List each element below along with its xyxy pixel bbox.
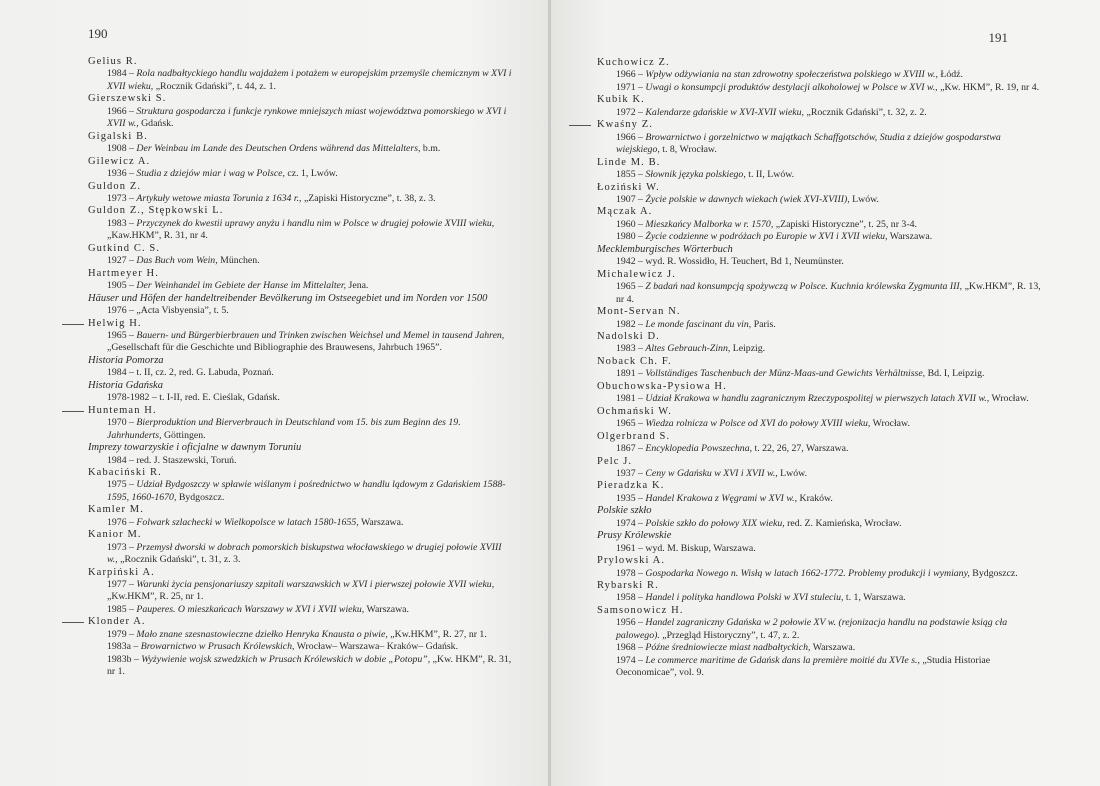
entry-year: 1905 bbox=[107, 280, 127, 292]
bibliography-entry bbox=[88, 181, 513, 206]
entry-item: 1905 – Der Weinhandel im Gebiete der Hanse im Mittelalter, Jena. bbox=[107, 280, 369, 292]
entry-year: 1966 bbox=[616, 69, 636, 81]
bibliography-entry bbox=[88, 268, 513, 293]
entry-year: 1976 bbox=[107, 516, 127, 528]
entry-title: Le monde fascinant du vin, bbox=[645, 318, 752, 330]
entry-year: 1979 bbox=[107, 628, 127, 640]
entry-year: 1982 bbox=[616, 318, 636, 330]
entry-publication: Łódź. bbox=[937, 69, 963, 81]
entry-item: 1984 – red. J. Staszewski, Toruń. bbox=[107, 454, 237, 466]
entry-title: Wiedza rolnicza w Polsce od XVI do połowy XVIII wieku, bbox=[645, 418, 871, 430]
entry-title: Udział Krakowa w handlu zagranicznym Rzeczypospolitej w pierwszych latach XVII w., bbox=[645, 393, 990, 405]
entry-publication: Kraków. bbox=[797, 492, 833, 504]
entry-item: 1976 – Folwark szlachecki w Wielkopolsce w latach 1580-1655, Warszawa. bbox=[107, 516, 404, 528]
entry-title: Warunki życia pensjonariuszy szpitali warszawskich w XVI i pierwszej połowie XVII wieku, bbox=[136, 579, 495, 591]
entry-title: Studia z dziejów miar i wag w Polsce, bbox=[136, 168, 285, 180]
entry-title: Przyczynek do kwestii uprawy anyżu i handlu nim w Polsce w drugiej połowie XVIII wieku, bbox=[136, 217, 495, 229]
bibliography-entry bbox=[597, 530, 1041, 555]
entry-title: Le commerce maritime de Gdańsk dans la première moitié du XVIe s., bbox=[645, 654, 920, 666]
entry-item: 1891 – Vollständiges Taschenbuch der Münz-Maas-und Gewichts Verhältnisse, Bd. I, Leipzig. bbox=[616, 368, 985, 380]
entry-publication: Göttingen. bbox=[161, 429, 206, 441]
entry-item: 1983a – Browarnictwo w Prusach Królewskich, Wrocław– Warszawa– Kraków– Gdańsk. bbox=[107, 641, 459, 653]
entry-year: 1978-1982 bbox=[107, 392, 150, 404]
entry-publication: „Kw.HKM”, R. 25, nr 1. bbox=[107, 591, 204, 603]
bibliography-entry bbox=[88, 442, 513, 467]
entry-publication: „Zapiski Historyczne”, t. 38, z. 3. bbox=[301, 192, 436, 204]
bibliography-entry bbox=[597, 480, 1041, 505]
entry-year: 1966 bbox=[616, 131, 636, 143]
entry-item: 1937 – Ceny w Gdańsku w XVI i XVII w., Lwów. bbox=[616, 467, 808, 479]
page-number: 191 bbox=[988, 30, 1008, 45]
entry-author: Kubik K. bbox=[597, 94, 645, 106]
entry-title: Browarnictwo i gorzelnictwo w majątkach Schaffgotschów, Studia z dziejów gospodarstwa wiejskiego, bbox=[616, 131, 1001, 156]
entry-title: Folwark szlachecki w Wielkopolsce w latach 1580-1655, bbox=[136, 516, 359, 528]
entry-year: 1965 bbox=[107, 329, 127, 341]
entry-title: Artykuły wetowe miasta Torunia z 1634 r., bbox=[136, 192, 302, 204]
entry-year: 1978 bbox=[616, 567, 636, 579]
entry-publication: Bydgoszcz. bbox=[176, 491, 225, 503]
entry-year: 1936 bbox=[107, 168, 127, 180]
bibliography-entry bbox=[597, 157, 1041, 182]
left-page bbox=[0, 0, 549, 786]
bibliography-entry bbox=[88, 156, 513, 181]
entry-title: Z badań nad konsumpcją spożywczą w Polsce. Kuchnia królewska Zygmunta III, bbox=[645, 281, 963, 293]
entry-year: 1981 bbox=[616, 393, 636, 405]
entry-title: Rola nadbałtyckiego handlu wajdażem i potażem w europejskim przemyśle chemicznym w XVI i XVII wieku, bbox=[107, 68, 512, 92]
entry-title: Pauperes. O mieszkańcach Warszawy w XVI i XVII wieku, bbox=[136, 603, 365, 615]
entry-author: Prylowski A. bbox=[597, 555, 666, 567]
entry-item: 1975 – Udział Bydgoszczy w spławie wiślanym i pośrednictwo w handlu lądowym z Gdańskiem 1588-1595, 1660-1670, Bydgoszcz. bbox=[107, 479, 506, 503]
bibliography-entry bbox=[597, 381, 1041, 406]
entry-item: 1973 – Artykuły wetowe miasta Torunia z 1634 r., „Zapiski Historyczne”, t. 38, z. 3. bbox=[107, 192, 436, 204]
entry-item: 1908 – Der Weinbau im Lande des Deutschen Ordens während das Mittelalters, b.m. bbox=[107, 143, 441, 155]
entry-publication: t. 22, 26, 27, Warszawa. bbox=[752, 443, 849, 455]
page-number: 190 bbox=[88, 26, 108, 41]
entry-item: 1982 – Le monde fascinant du vin, Paris. bbox=[616, 318, 776, 330]
entry-item: 1971 – Uwagi o konsumpcji produktów destylacji alkoholowej w Polsce w XVI w., „Kw. HKM”, R. 19, nr 4. bbox=[616, 81, 1040, 93]
entry-publication: „Rocznik Gdański”, t. 44, z. 1. bbox=[153, 80, 276, 92]
entry-title: Uwagi o konsumpcji produktów destylacji alkoholowej w Polsce w XVI w., bbox=[645, 81, 938, 93]
entry-title: Der Weinbau im Lande des Deutschen Ordens während das Mittelalters, bbox=[136, 143, 421, 155]
entry-author: Nadolski D. bbox=[597, 330, 660, 342]
entry-title: Ceny w Gdańsku w XVI i XVII w., bbox=[645, 467, 778, 479]
entry-year: 1984 bbox=[107, 68, 127, 80]
entry-year: 1975 bbox=[107, 479, 127, 491]
entry-author: Guldon Z. bbox=[88, 180, 142, 192]
entry-item: 1978-1982 – t. I-II, red. E. Cieślak, Gdańsk. bbox=[107, 392, 280, 404]
entry-publication: „Studia Historiae Oeconomicae”, vol. 9. bbox=[616, 654, 991, 679]
entry-item: 1907 – Życie polskie w dawnych wiekach (wiek XVI-XVIII), Lwów. bbox=[616, 193, 879, 205]
entry-publication: „Rocznik Gdański”, t. 31, z. 3. bbox=[117, 554, 241, 566]
bibliography-entry bbox=[88, 567, 513, 617]
entry-year: 1973 bbox=[107, 192, 127, 204]
bibliography-entry bbox=[597, 406, 1041, 431]
entry-publication: „Kw. HKM”, R. 31, nr 1. bbox=[107, 653, 512, 678]
entry-author: Mączak A. bbox=[597, 206, 653, 218]
entry-publication: „Przegląd Historyczny”, t. 47, z. 2. bbox=[659, 629, 800, 641]
entry-publication: „Kw.HKM”, R. 27, nr 1. bbox=[387, 628, 487, 640]
bibliography-entry bbox=[597, 206, 1041, 243]
entry-author: Karpiński A. bbox=[88, 566, 155, 578]
bibliography-entry bbox=[597, 306, 1041, 331]
entry-publication: t. 8, Wrocław. bbox=[659, 144, 717, 156]
entry-author: Gilewicz A. bbox=[88, 155, 151, 167]
entry-year: 1956 bbox=[616, 617, 636, 629]
entry-year: 1958 bbox=[616, 592, 636, 604]
entry-item: 1972 – Kalendarze gdańskie w XVI-XVII wieku, „Rocznik Gdański”, t. 32, z. 2. bbox=[616, 106, 927, 118]
entry-year: 1972 bbox=[616, 106, 636, 118]
entry-item: 1984 – Rola nadbałtyckiego handlu wajdażem i potażem w europejskim przemyśle chemicznym w XVI i XVII wieku, „Rocznik Gdański”, t. 44, z. 1. bbox=[107, 68, 512, 92]
entry-year: 1983 bbox=[107, 217, 127, 229]
entry-year: 1973 bbox=[107, 541, 127, 553]
entry-author: Kamler M. bbox=[88, 504, 144, 516]
entry-publication: Warszawa. bbox=[364, 603, 409, 615]
entry-author: Samsonowicz H. bbox=[597, 604, 684, 616]
bibliography-entry bbox=[88, 56, 513, 93]
entry-title: Życie polskie w dawnych wiekach (wiek XVI-XVIII), bbox=[645, 193, 850, 205]
entry-title: Bauern- und Bürgerbierbrauen und Trinken zwischen Weichsel und Memel in tausend Jahren, bbox=[136, 329, 505, 341]
entry-author: Olgerbrand S. bbox=[597, 430, 671, 442]
entry-title: Życie codzienne w podróżach po Europie w XVI i XVII wieku, bbox=[645, 231, 888, 243]
bibliography-entry bbox=[597, 119, 1041, 156]
entry-publication: „Gesellschaft für die Geschichte und Bibliographie des Brauwesens, Jahrbuch 1965”. bbox=[107, 342, 442, 354]
entry-year: 1974 bbox=[616, 654, 636, 666]
bibliography-entry bbox=[88, 318, 513, 355]
entry-author: Obuchowska-Pysiowa H. bbox=[597, 380, 727, 392]
entry-item: 1983b – Wyżywienie wojsk szwedzkich w Prusach Królewskich w dobie „Potopu”, „Kw. HKM”, R. 31, nr 1. bbox=[107, 653, 512, 678]
bibliography-entry bbox=[88, 405, 513, 442]
entry-year: 1867 bbox=[616, 443, 636, 455]
entry-heading: Historia Gdańska bbox=[88, 379, 163, 391]
bibliography-list bbox=[88, 56, 513, 679]
entry-publication: Wrocław. bbox=[870, 418, 910, 430]
entry-author: Klonder A. bbox=[88, 616, 146, 628]
entry-item: 1966 – Wpływ odżywiania na stan zdrowotny społeczeństwa polskiego w XVIII w., Łódź. bbox=[616, 69, 963, 81]
entry-publication: „Kw. HKM”, R. 19, nr 4. bbox=[937, 81, 1040, 93]
entry-title: Polskie szkło do połowy XIX wieku, bbox=[645, 517, 785, 529]
margin-mark bbox=[62, 324, 84, 325]
entry-author: Kuchowicz Z. bbox=[597, 57, 670, 68]
entry-year: 1974 bbox=[616, 517, 636, 529]
entry-year: 1935 bbox=[616, 492, 636, 504]
margin-mark bbox=[569, 125, 591, 126]
entry-publication: b.m. bbox=[420, 143, 441, 155]
entry-author: Hunteman H. bbox=[88, 404, 157, 416]
entry-title: Wpływ odżywiania na stan zdrowotny społeczeństwa polskiego w XVIII w., bbox=[645, 69, 938, 81]
bibliography-entry bbox=[597, 605, 1041, 680]
entry-year: 1891 bbox=[616, 368, 636, 380]
entry-author: Kanior M. bbox=[88, 529, 142, 541]
entry-title: Struktura gospodarcza i funkcje rynkowe mniejszych miast województwa pomorskiego w XVI i XVII w., bbox=[107, 105, 507, 130]
entry-publication: Warszawa. bbox=[810, 642, 856, 654]
entry-year: 1983a bbox=[107, 641, 131, 653]
entry-author: Michalewicz J. bbox=[597, 268, 676, 280]
entry-author: Gierszewski S. bbox=[88, 93, 167, 105]
entry-author: Linde M. B. bbox=[597, 156, 661, 168]
entry-year: 1927 bbox=[107, 255, 127, 267]
entry-item: 1985 – Pauperes. O mieszkańcach Warszawy w XVI i XVII wieku, Warszawa. bbox=[107, 603, 409, 615]
entry-year: 1968 bbox=[616, 642, 636, 654]
entry-author: Kabaciński R. bbox=[88, 466, 162, 478]
bibliography-entry bbox=[88, 529, 513, 566]
entry-item: 1965 – Z badań nad konsumpcją spożywczą w Polsce. Kuchnia królewska Zygmunta III, „Kw.HKM”, R. 13, nr 4. bbox=[616, 281, 1041, 305]
entry-year: 1985 bbox=[107, 603, 127, 615]
right-page bbox=[551, 0, 1100, 786]
entry-publication: „Kw.HKM”, R. 13, nr 4. bbox=[616, 281, 1041, 305]
entry-year: 1984 bbox=[107, 367, 127, 379]
margin-mark bbox=[62, 622, 84, 623]
entry-publication: „Zapiski Historyczne”, t. 25, nr 3-4. bbox=[773, 218, 917, 230]
bibliography-entry bbox=[88, 131, 513, 156]
margin-mark bbox=[62, 411, 84, 412]
entry-item: 1961 – wyd. M. Biskup, Warszawa. bbox=[616, 542, 756, 554]
entry-author: Pieradzka K. bbox=[597, 480, 665, 492]
entry-title: Browarnictwo w Prusach Królewskich, bbox=[140, 641, 295, 653]
entry-publication: Warszawa. bbox=[358, 516, 404, 528]
entry-publication: Lwów. bbox=[849, 193, 879, 205]
bibliography-entry bbox=[88, 293, 513, 318]
entry-item: 1981 – Udział Krakowa w handlu zagranicznym Rzeczypospolitej w pierwszych latach XVII w., Wrocław. bbox=[616, 393, 1029, 405]
entry-item: 1935 – Handel Krakowa z Węgrami w XVI w., Kraków. bbox=[616, 492, 833, 504]
bibliography-entry bbox=[597, 244, 1041, 269]
entry-author: Ochmański W. bbox=[597, 405, 673, 417]
entry-publication: „Rocznik Gdański”, t. 32, z. 2. bbox=[804, 106, 927, 118]
entry-title: Udział Bydgoszczy w spławie wiślanym i pośrednictwo w handlu lądowym z Gdańskiem 1588-1595, 1660-1670, bbox=[107, 479, 506, 503]
entry-author: Helwig H. bbox=[88, 317, 142, 329]
entry-item: 1973 – Przemysł dworski w dobrach pomorskich biskupstwa włocławskiego w drugiej połowie XVIII w., „Rocznik Gdański”, t. 31, z. 3. bbox=[107, 541, 502, 566]
bibliography-entry bbox=[597, 456, 1041, 481]
entry-author: Noback Ch. F. bbox=[597, 355, 672, 367]
entry-year: 1980 bbox=[616, 231, 636, 243]
entry-publication: red. J. Staszewski, Toruń. bbox=[136, 454, 237, 466]
entry-year: 1983b bbox=[107, 653, 132, 665]
entry-item: 1968 – Późne średniowiecze miast nadbałtyckich, Warszawa. bbox=[616, 642, 856, 654]
entry-title: Handel i polityka handlowa Polski w XVI stuleciu, bbox=[645, 592, 844, 604]
bibliography-entry bbox=[597, 505, 1041, 530]
entry-author: Łoziński W. bbox=[597, 181, 660, 193]
entry-publication: t. I-II, red. E. Cieślak, Gdańsk. bbox=[159, 392, 280, 404]
entry-year: 1966 bbox=[107, 105, 127, 117]
entry-author: Hartmeyer H. bbox=[88, 267, 159, 279]
entry-item: 1974 – Polskie szkło do połowy XIX wieku, red. Z. Kamieńska, Wrocław. bbox=[616, 517, 902, 529]
entry-item: 1966 – Browarnictwo i gorzelnictwo w majątkach Schaffgotschów, Studia z dziejów gospodarstwa wiejskiego, t. 8, Wrocław. bbox=[616, 131, 1001, 156]
entry-title: Gospodarka Nowego n. Wisłą w latach 1662-1772. Problemy produkcji i wymiany, bbox=[645, 567, 970, 579]
bibliography-entry bbox=[597, 331, 1041, 356]
entry-title: Vollständiges Taschenbuch der Münz-Maas-und Gewichts Verhältnisse, bbox=[645, 368, 926, 380]
entry-year: 1971 bbox=[616, 81, 636, 93]
entry-heading: Häuser und Höfen der handeltreibender Bevölkerung im Ostseegebiet und im Norden vor 1500 bbox=[88, 292, 488, 304]
entry-item: 1867 – Encyklopedia Powszechna, t. 22, 26, 27, Warszawa. bbox=[616, 443, 849, 455]
entry-publication: Paris. bbox=[751, 318, 776, 330]
bibliography-entry bbox=[88, 504, 513, 529]
entry-publication: t. II, Lwów. bbox=[745, 169, 795, 181]
bibliography-entry bbox=[597, 356, 1041, 381]
bibliography-entry bbox=[88, 93, 513, 130]
entry-year: 1965 bbox=[616, 418, 636, 430]
entry-heading: Historia Pomorza bbox=[88, 354, 164, 366]
entry-year: 1970 bbox=[107, 417, 127, 429]
entry-title: Kalendarze gdańskie w XVI-XVII wieku, bbox=[645, 106, 805, 118]
entry-year: 1907 bbox=[616, 193, 636, 205]
bibliography-entry bbox=[88, 243, 513, 268]
entry-title: Altes Gebrauch-Zinn, bbox=[645, 343, 731, 355]
entry-item: 1970 – Bierproduktion und Bierverbrauch in Deutschland vom 15. bis zum Beginn des 19. Jahrhunderts, Göttingen. bbox=[107, 417, 461, 441]
entry-publication: cz. 1, Lwów. bbox=[284, 168, 338, 180]
entry-author: Guldon Z., Stępkowski L. bbox=[88, 205, 224, 217]
entry-heading: Imprezy towarzyskie i oficjalne w dawnym Toruniu bbox=[88, 442, 302, 454]
bibliography-entry bbox=[88, 616, 513, 678]
entry-item: 1984 – t. II, cz. 2, red. G. Labuda, Poznań. bbox=[107, 367, 274, 379]
entry-item: 1966 – Struktura gospodarcza i funkcje rynkowe mniejszych miast województwa pomorskiego w XVI i XVII w., Gdańsk. bbox=[107, 105, 507, 130]
entry-author: Gelius R. bbox=[88, 56, 138, 67]
bibliography-entry bbox=[597, 269, 1041, 306]
entry-publication: Lwów. bbox=[777, 467, 808, 479]
bibliography-entry bbox=[597, 94, 1041, 119]
entry-title: Handel zagraniczny Gdańska w 2 połowie XV w. (rejonizacja handlu na podstawie ksiąg cła palowego). bbox=[616, 617, 1008, 641]
entry-year: 1855 bbox=[616, 169, 636, 181]
bibliography-entry bbox=[88, 205, 513, 242]
entry-author: Gigalski B. bbox=[88, 130, 148, 142]
entry-author: Gutkind C. S. bbox=[88, 242, 161, 254]
entry-publication: t. 1, Warszawa. bbox=[843, 592, 906, 604]
entry-year: 1961 bbox=[616, 542, 636, 554]
entry-heading: Polskie szkło bbox=[597, 505, 652, 517]
entry-title: Das Buch vom Wein, bbox=[136, 255, 218, 267]
entry-item: 1927 – Das Buch vom Wein, München. bbox=[107, 255, 260, 267]
entry-item: 1958 – Handel i polityka handlowa Polski w XVI stuleciu, t. 1, Warszawa. bbox=[616, 592, 906, 604]
entry-title: Mieszkańcy Malborka w r. 1570, bbox=[645, 218, 774, 230]
entry-publication: Warszawa. bbox=[887, 231, 933, 243]
entry-year: 1976 bbox=[107, 305, 127, 317]
entry-publication: Bydgoszcz. bbox=[969, 567, 1018, 579]
bibliography-entry bbox=[597, 182, 1041, 207]
entry-item: 1855 – Słownik języka polskiego, t. II, Lwów. bbox=[616, 169, 795, 181]
entry-title: Przemysł dworski w dobrach pomorskich biskupstwa włocławskiego w drugiej połowie XVIII w., bbox=[107, 541, 502, 566]
entry-title: Mało znane szesnastowieczne dziełko Henryka Knausta o piwie, bbox=[136, 628, 388, 640]
entry-year: 1942 bbox=[616, 256, 636, 268]
entry-title: Wyżywienie wojsk szwedzkich w Prusach Królewskich w dobie „Potopu”, bbox=[141, 653, 431, 665]
bibliography-entry bbox=[88, 380, 513, 405]
entry-year: 1937 bbox=[616, 467, 636, 479]
entry-publication: t. II, cz. 2, red. G. Labuda, Poznań. bbox=[136, 367, 274, 379]
bibliography-entry bbox=[88, 467, 513, 504]
entry-item: 1965 – Wiedza rolnicza w Polsce od XVI do połowy XVIII wieku, Wrocław. bbox=[616, 418, 910, 430]
bibliography-entry bbox=[597, 580, 1041, 605]
entry-publication: red. Z. Kamieńska, Wrocław. bbox=[784, 517, 902, 529]
entry-item: 1976 – „Acta Visbyensia”, t. 5. bbox=[107, 305, 229, 317]
bibliography-entry bbox=[88, 355, 513, 380]
entry-publication: „Acta Visbyensia”, t. 5. bbox=[136, 305, 229, 317]
entry-title: Der Weinhandel im Gebiete der Hanse im Mittelalter, bbox=[136, 280, 347, 292]
entry-item: 1942 – wyd. R. Wossidło, H. Teuchert, Bd 1, Neumünster. bbox=[616, 256, 844, 268]
entry-author: Rybarski R. bbox=[597, 580, 659, 592]
entry-item: 1979 – Mało znane szesnastowieczne dziełko Henryka Knausta o piwie, „Kw.HKM”, R. 27, nr 1. bbox=[107, 628, 487, 640]
entry-year: 1983 bbox=[616, 343, 636, 355]
entry-title: Słownik języka polskiego, bbox=[645, 169, 746, 181]
entry-publication: wyd. M. Biskup, Warszawa. bbox=[645, 542, 756, 554]
entry-item: 1977 – Warunki życia pensjonariuszy szpitali warszawskich w XVI i pierwszej połowie XVII wieku, „Kw.HKM”, R. 25, nr 1. bbox=[107, 579, 495, 603]
entry-title: Encyklopedia Powszechna, bbox=[645, 443, 753, 455]
bibliography-entry bbox=[597, 57, 1041, 94]
entry-item: 1978 – Gospodarka Nowego n. Wisłą w latach 1662-1772. Problemy produkcji i wymiany, Bydgoszcz. bbox=[616, 567, 1018, 579]
entry-publication: Wrocław– Warszawa– Kraków– Gdańsk. bbox=[294, 641, 459, 653]
entry-author: Pelc J. bbox=[597, 455, 633, 467]
entry-item: 1983 – Przyczynek do kwestii uprawy anyżu i handlu nim w Polsce w drugiej połowie XVIII wieku, „Kaw.HKM”, R. 31, nr 4. bbox=[107, 217, 495, 242]
entry-item: 1974 – Le commerce maritime de Gdańsk dans la première moitié du XVIe s., „Studia Historiae Oeconomicae”, vol. 9. bbox=[616, 654, 991, 679]
bibliography-list bbox=[597, 57, 1041, 680]
entry-item: 1936 – Studia z dziejów miar i wag w Polsce, cz. 1, Lwów. bbox=[107, 168, 338, 180]
bibliography-entry bbox=[597, 555, 1041, 580]
entry-publication: Wrocław. bbox=[989, 393, 1029, 405]
entry-title: Bierproduktion und Bierverbrauch in Deutschland vom 15. bis zum Beginn des 19. Jahrhunderts, bbox=[107, 417, 461, 441]
entry-item: 1965 – Bauern- und Bürgerbierbrauen und Trinken zwischen Weichsel und Memel in tausend Jahren, „Gesellschaft für die Geschichte und Bibliographie des Brauwesens, Jahrbuch 1965”. bbox=[107, 329, 505, 354]
entry-publication: München. bbox=[217, 255, 260, 267]
entry-publication: wyd. R. Wossidło, H. Teuchert, Bd 1, Neumünster. bbox=[645, 256, 844, 268]
entry-publication: Gdańsk. bbox=[138, 118, 174, 130]
entry-year: 1965 bbox=[616, 281, 636, 293]
entry-publication: Bd. I, Leipzig. bbox=[925, 368, 985, 380]
entry-year: 1977 bbox=[107, 579, 127, 591]
entry-publication: Leipzig. bbox=[730, 343, 766, 355]
entry-item: 1983 – Altes Gebrauch-Zinn, Leipzig. bbox=[616, 343, 766, 355]
entry-year: 1960 bbox=[616, 218, 636, 230]
entry-item: 1980 – Życie codzienne w podróżach po Europie w XVI i XVII wieku, Warszawa. bbox=[616, 231, 933, 243]
entry-year: 1908 bbox=[107, 143, 127, 155]
entry-publication: Jena. bbox=[346, 280, 369, 292]
entry-author: Mont-Servan N. bbox=[597, 306, 681, 318]
entry-heading: Prusy Królewskie bbox=[597, 530, 672, 542]
entry-title: Późne średniowiecze miast nadbałtyckich, bbox=[645, 642, 811, 654]
entry-author: Kwaśny Z. bbox=[597, 119, 653, 131]
entry-publication: „Kaw.HKM”, R. 31, nr 4. bbox=[107, 230, 208, 242]
entry-heading: Mecklemburgisches Wörterbuch bbox=[597, 243, 733, 255]
bibliography-entry bbox=[597, 431, 1041, 456]
entry-item: 1956 – Handel zagraniczny Gdańska w 2 połowie XV w. (rejonizacja handlu na podstawie ksiąg cła palowego). „Przegląd Historyczny”, t. 47, z. 2. bbox=[616, 617, 1008, 641]
entry-item: 1960 – Mieszkańcy Malborka w r. 1570, „Zapiski Historyczne”, t. 25, nr 3-4. bbox=[616, 218, 917, 230]
entry-year: 1984 bbox=[107, 454, 127, 466]
entry-title: Handel Krakowa z Węgrami w XVI w., bbox=[645, 492, 798, 504]
